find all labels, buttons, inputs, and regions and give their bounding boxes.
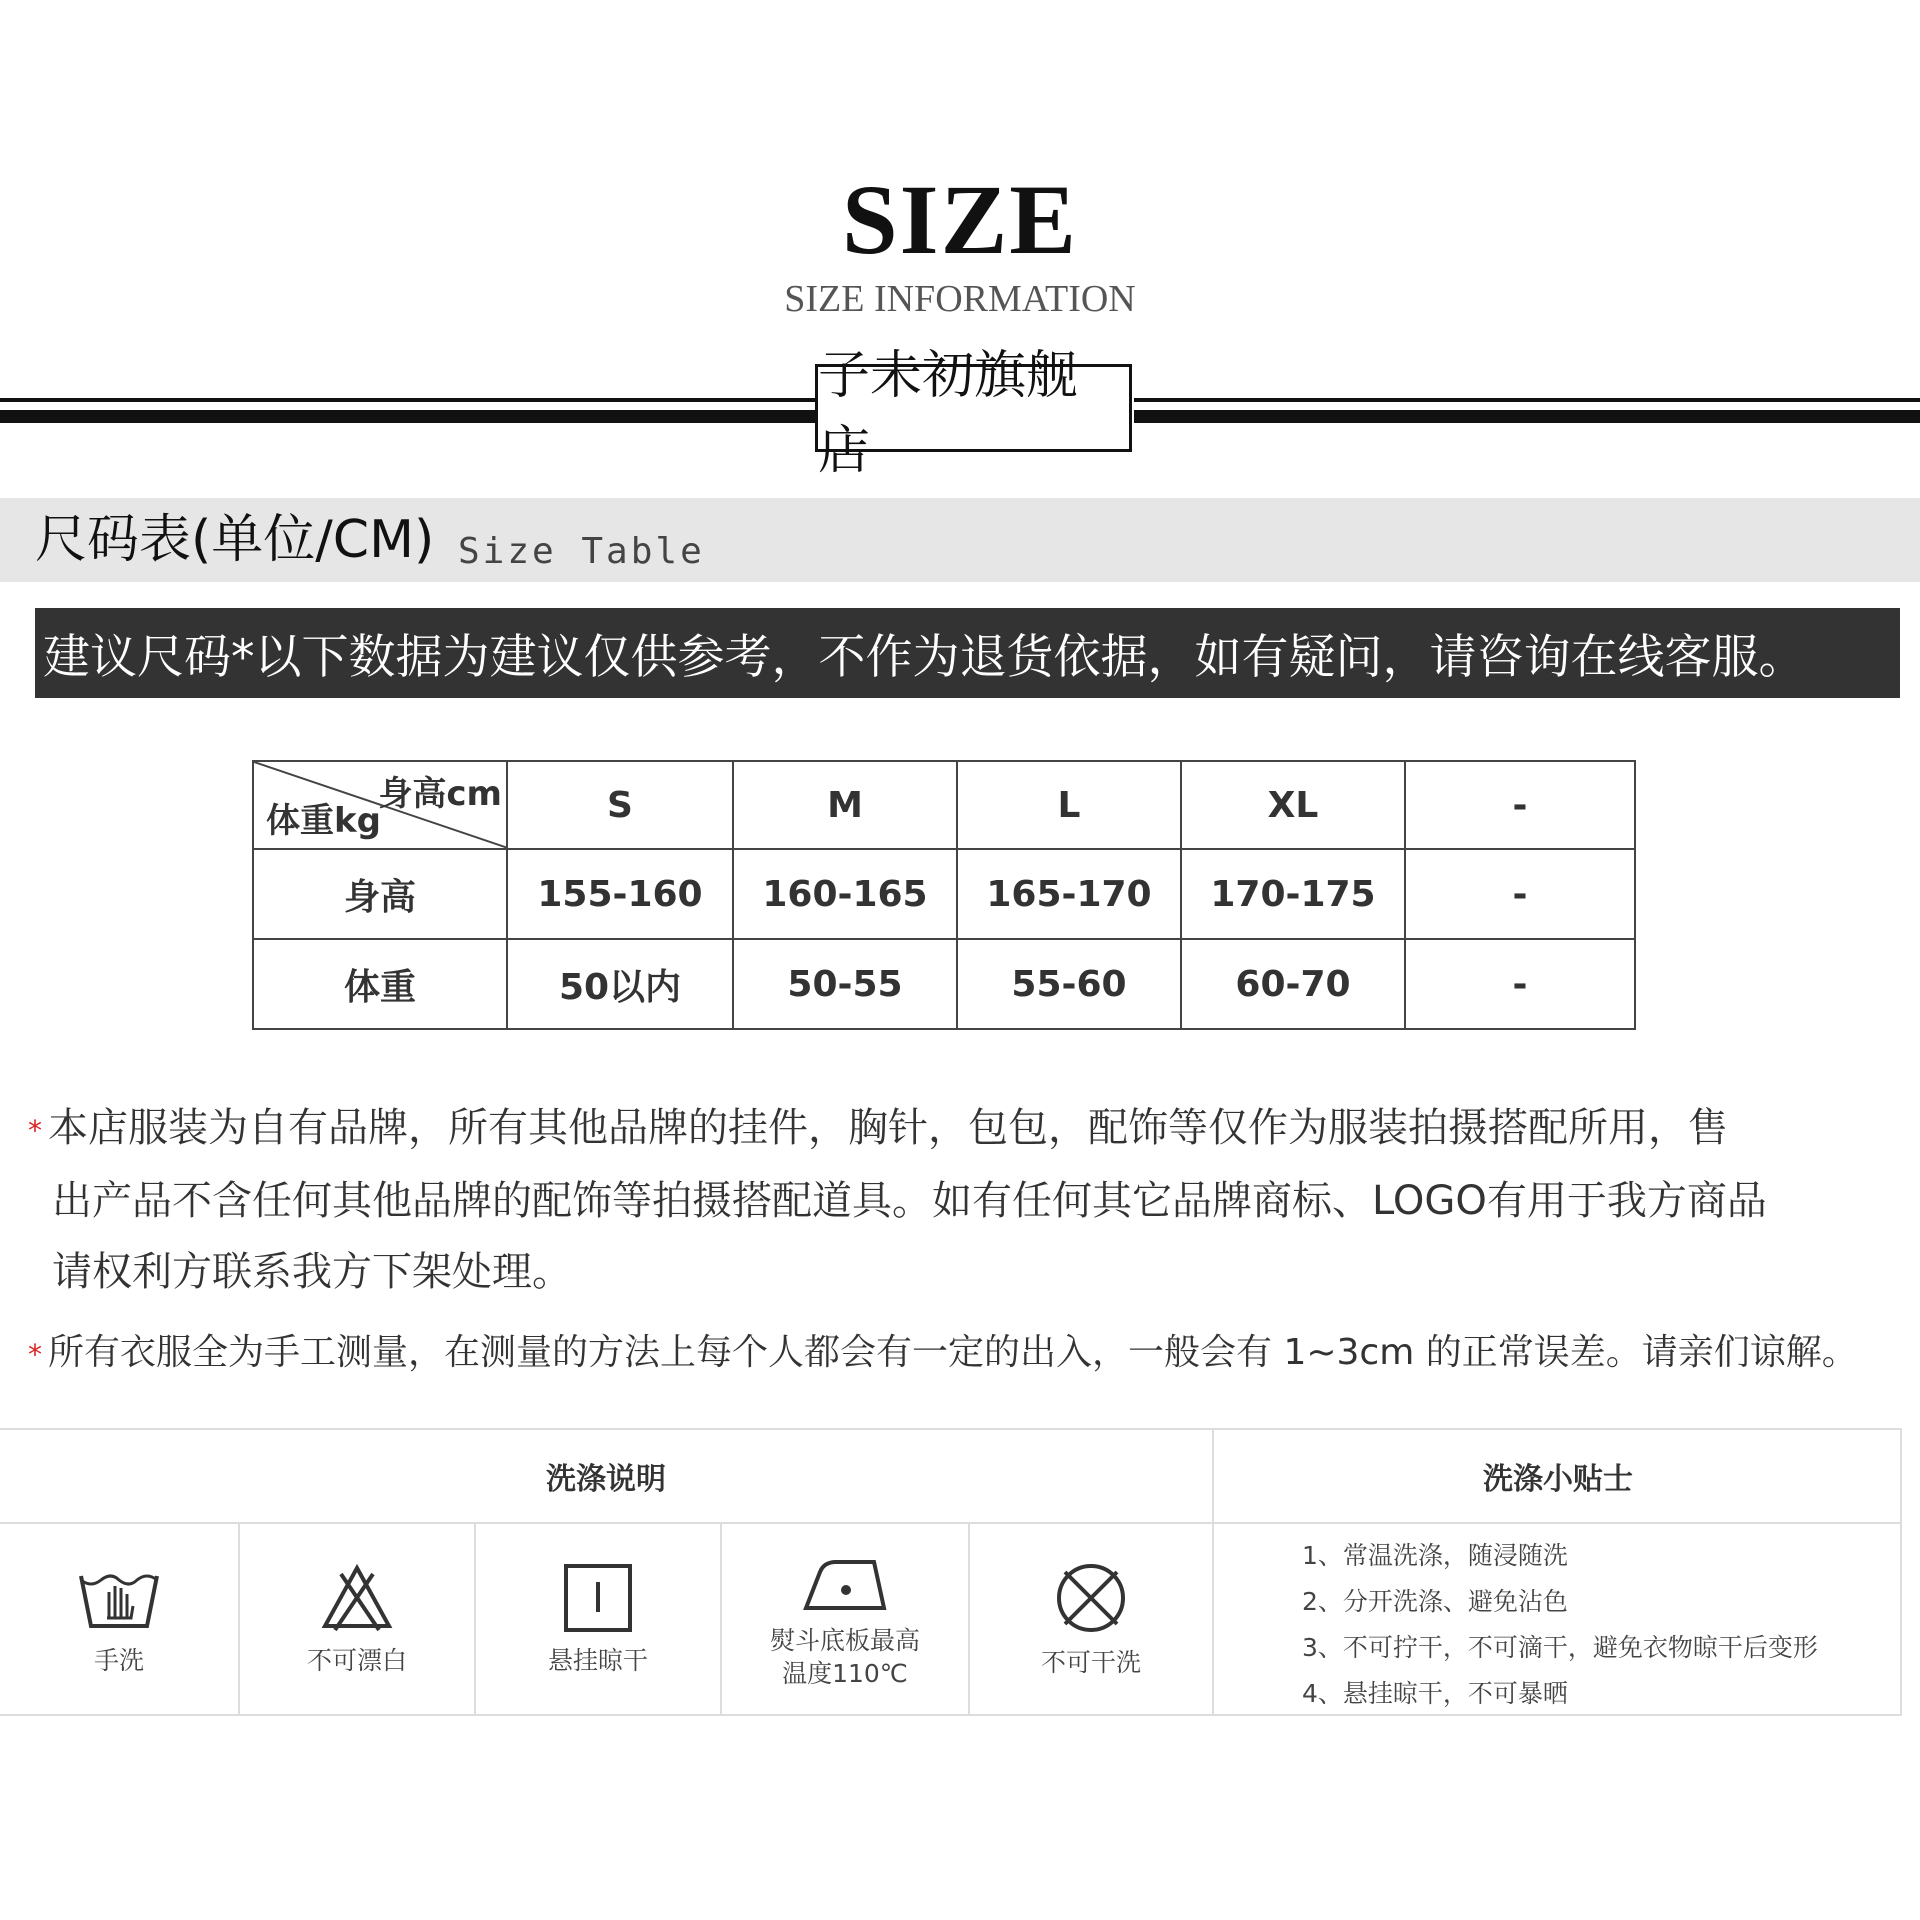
brand-disclaimer-note (28, 1093, 1888, 1308)
care-label: 温度110℃ (782, 1659, 908, 1688)
corner-label-weight: 体重kg (266, 801, 381, 841)
list-item: 4、悬挂晾干，不可暴晒 (1302, 1679, 1568, 1708)
size-column-header: M (733, 761, 957, 849)
care-label: 手洗 (93, 1645, 144, 1675)
note-line (28, 1105, 1728, 1151)
care-item-no-dry-clean (970, 1524, 1212, 1714)
asterisk-marker: * (28, 1337, 42, 1371)
shop-name-box (815, 346, 1132, 481)
care-label: 不可干洗 (1040, 1647, 1141, 1677)
size-table-heading: 尺码表(单位/CM) (35, 510, 435, 570)
size-table-corner-cell (253, 761, 507, 849)
table-cell: 60-70 (1181, 939, 1405, 1029)
size-table-heading-en: Size Table (458, 531, 705, 572)
list-item: 1、常温洗涤，随浸随洗 (1302, 1541, 1568, 1570)
care-label: 熨斗底板最高 (769, 1626, 920, 1655)
table-row (253, 849, 1635, 939)
care-label: 不可漂白 (306, 1645, 407, 1675)
iron-icon (800, 1548, 890, 1614)
table-cell: 55-60 (957, 939, 1181, 1029)
care-item-hang-dry (476, 1524, 720, 1714)
measurement-note (28, 1317, 1888, 1390)
table-cell: 155-160 (507, 849, 733, 939)
table-cell: - (1405, 939, 1635, 1029)
table-cell: 50-55 (733, 939, 957, 1029)
page-title: SIZE (842, 164, 1078, 275)
list-item: 2、分开洗涤、避免沾色 (1302, 1587, 1568, 1616)
care-item-no-bleach (240, 1524, 474, 1714)
size-table-header-row (253, 761, 1635, 849)
list-item: 3、不可拧干，不可滴干，避免衣物晾干后变形 (1302, 1633, 1818, 1662)
note-text: 出产品不含任何其他品牌的配饰等拍摄搭配道具。如有任何其它品牌商标、LOGO有用于我方商品 (52, 1177, 1767, 1224)
table-cell: 160-165 (733, 849, 957, 939)
table-row (253, 939, 1635, 1029)
asterisk-marker: * (28, 1113, 42, 1147)
divider-line (1134, 398, 1920, 402)
divider-line (1134, 410, 1920, 423)
divider-line (0, 410, 818, 423)
table-cell: 165-170 (957, 849, 1181, 939)
note-text: 本店服装为自有品牌，所有其他品牌的挂件，胸针，包包，配饰等仅作为服装拍摄搭配所用，售 (48, 1105, 1728, 1151)
divider-line (0, 398, 818, 402)
no-dry-clean-icon (1053, 1560, 1129, 1636)
table-cell: 50以内 (507, 939, 733, 1029)
size-column-header: - (1405, 761, 1635, 849)
no-bleach-icon (321, 1562, 393, 1634)
size-column-header: XL (1181, 761, 1405, 849)
row-label: 身高 (253, 849, 507, 939)
hang-dry-icon (562, 1562, 634, 1634)
note-text: 所有衣服全为手工测量，在测量的方法上每个人都会有一定的出入，一般会有 1~3cm 的正常误差。请亲们谅解。 (48, 1332, 1858, 1373)
note-text: 请权利方联系我方下架处理。 (52, 1248, 572, 1295)
washing-tips-list (1302, 1533, 1818, 1717)
size-table (252, 760, 1636, 1030)
page-subtitle: SIZE INFORMATION (784, 278, 1136, 320)
size-column-header: L (957, 761, 1181, 849)
size-notice-text: 建议尺码*以下数据为建议仅供参考，不作为退货依据，如有疑问，请咨询在线客服。 (43, 629, 1806, 685)
care-item-hand-wash (0, 1524, 238, 1714)
table-cell: 170-175 (1181, 849, 1405, 939)
washing-instructions-title: 洗涤说明 (546, 1462, 666, 1497)
care-label: 悬挂晾干 (547, 1645, 648, 1675)
hand-wash-icon (77, 1562, 161, 1634)
shop-name: 子未初旗舰店 (818, 346, 1079, 481)
care-item-iron (722, 1524, 968, 1714)
washing-tips-title: 洗涤小贴士 (1483, 1462, 1633, 1497)
corner-label-height: 身高cm (378, 774, 502, 814)
size-column-header: S (507, 761, 733, 849)
size-notice-banner (35, 608, 1900, 698)
row-label: 体重 (253, 939, 507, 1029)
table-cell: - (1405, 849, 1635, 939)
